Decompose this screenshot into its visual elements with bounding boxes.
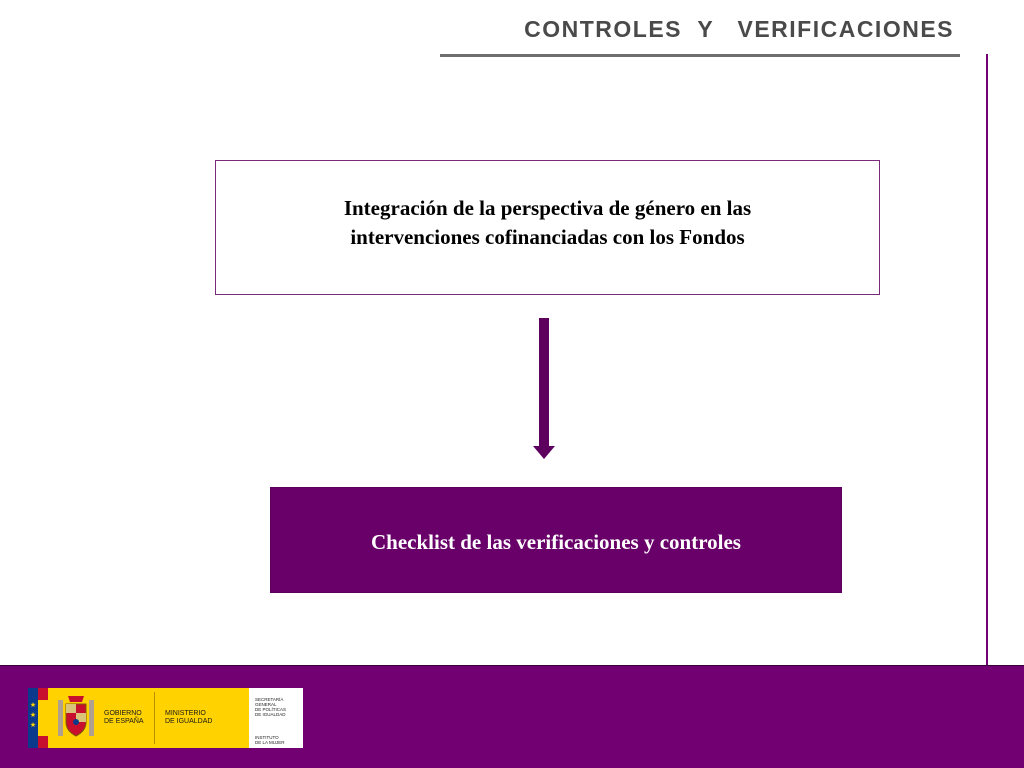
gobierno-label: GOBIERNO DE ESPAÑA (104, 710, 144, 725)
top-process-box (215, 160, 880, 295)
down-arrow-icon (530, 318, 558, 460)
instituto-label: INSTITUTO DE LA MUJER (255, 735, 285, 745)
government-logo (28, 688, 303, 748)
secretaria-label: SECRETARÍA GENERAL DE POLÍTICAS DE IGUALDAD (255, 697, 287, 717)
title-underline (440, 54, 960, 57)
coat-of-arms-icon (48, 688, 104, 748)
vertical-divider (986, 54, 988, 666)
bottom-process-box (270, 487, 842, 593)
slide-title: CONTROLES Y VERIFICACIONES (524, 16, 954, 42)
top-process-box-label: Integración de la perspectiva de género en las intervenciones cofinanciadas con los Fondos (343, 195, 752, 249)
bottom-process-box-label: Checklist de las verificaciones y controles (371, 529, 741, 554)
spain-flag-icon (28, 688, 48, 748)
eu-stars-icon: ★ ★ ★ (28, 688, 38, 748)
ministerio-label: MINISTERIO DE IGUALDAD (165, 710, 213, 725)
logo-white-panel (249, 688, 303, 748)
